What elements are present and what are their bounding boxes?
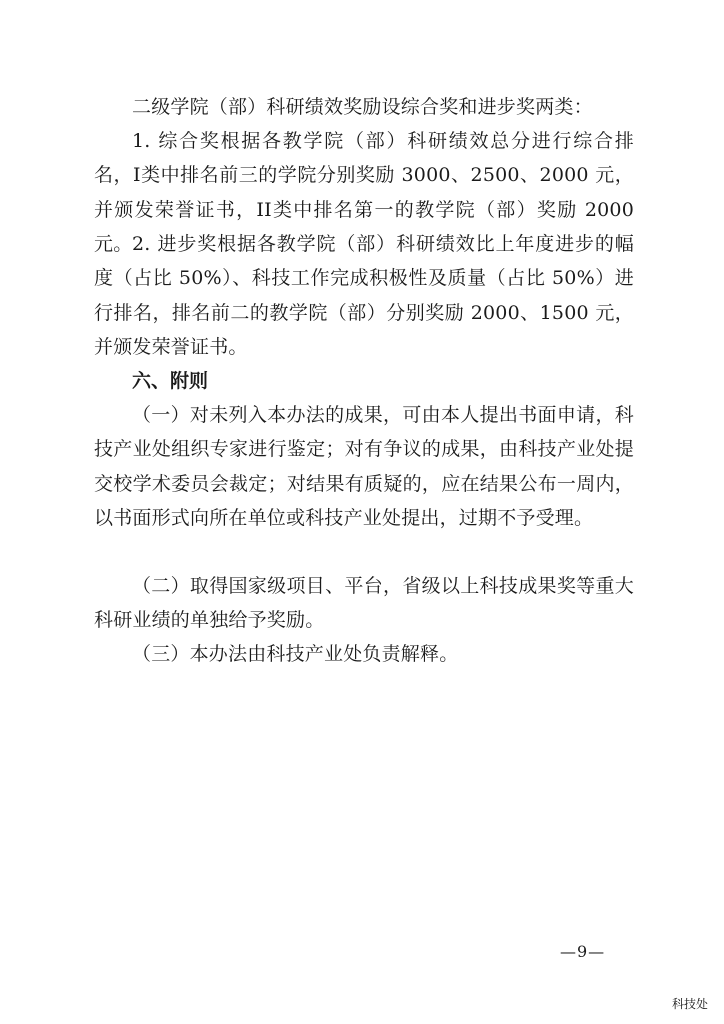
page-number: —9— — [560, 942, 606, 961]
intro-paragraph: 二级学院（部）科研绩效奖励设综合奖和进步奖两类： — [132, 96, 593, 118]
supplementary-rule-1-paragraph: （一）对未列入本办法的成果，可由本人提出书面申请，科技产业处组织专家进行鉴定；对有争议的成果，由科技产业处提交校学术委员会裁定；对结果有质疑的，应在结果公布一周内，以书面形式向所在单位或科技产业处提出，过期不予受理。 — [94, 404, 634, 530]
department-watermark-label: 科技处 — [672, 997, 709, 1011]
supplementary-rule-3-paragraph: （三）本办法由科技产业处负责解释。 — [132, 643, 459, 665]
section-six-heading: 六、附则 — [132, 370, 209, 392]
comprehensive-award-paragraph: 1. 综合奖根据各教学院（部）科研绩效总分进行综合排名，I类中排名前三的学院分别奖励 3000、2500、2000 元，并颁发荣誉证书，II类中排名第一的教学院（部）奖励 2000 元。 — [94, 130, 634, 256]
progress-award-paragraph: 2. 进步奖根据各教学院（部）科研绩效比上年度进步的幅度（占比 50%）、科技工作完成积极性及质量（占比 50%）进行排名，排名前二的教学院（部）分别奖励 2000、1500 元，并颁发荣誉证书。 — [94, 233, 634, 359]
supplementary-rule-2-paragraph: （二）取得国家级项目、平台，省级以上科技成果奖等重大科研业绩的单独给予奖励。 — [94, 575, 634, 632]
